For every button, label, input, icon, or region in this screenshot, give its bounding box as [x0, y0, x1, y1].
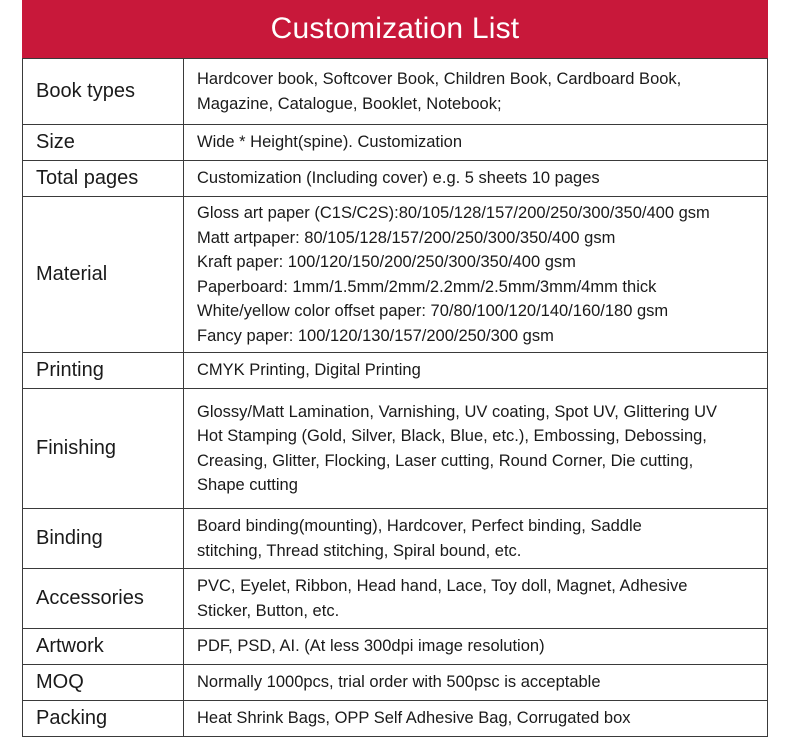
row-value-line: stitching, Thread stitching, Spiral bound, etc. [197, 541, 522, 560]
table-row [23, 161, 768, 197]
page-title [22, 0, 768, 58]
table-row [23, 569, 768, 629]
row-value-line: White/yellow color offset paper: 70/80/100/120/140/160/180 gsm [197, 302, 669, 320]
row-value [184, 125, 768, 161]
row-value-line: Magazine, Catalogue, Booklet, Notebook; [197, 94, 502, 113]
table-row [23, 701, 768, 737]
row-value-line: Gloss art paper (C1S/C2S):80/105/128/157/200/250/300/350/400 gsm [197, 204, 710, 222]
table-row [23, 125, 768, 161]
row-value [184, 665, 768, 701]
row-value-line: CMYK Printing, Digital Printing [197, 361, 421, 380]
table-row [23, 197, 768, 353]
row-value-line: Matt artpaper: 80/105/128/157/200/250/300/350/400 gsm [197, 228, 616, 247]
row-value-line: Kraft paper: 100/120/150/200/250/300/350/400 gsm [197, 253, 576, 271]
table-row [23, 665, 768, 701]
customization-table-body [23, 59, 768, 737]
row-label: Printing [23, 353, 184, 389]
row-label: Material [23, 197, 184, 353]
row-value [184, 197, 768, 353]
row-value-line: Fancy paper: 100/120/130/157/200/250/300 gsm [197, 326, 554, 345]
row-value [184, 353, 768, 389]
row-value [184, 701, 768, 737]
row-value-line: Heat Shrink Bags, OPP Self Adhesive Bag, Corrugated box [197, 709, 631, 728]
row-value-line: PVC, Eyelet, Ribbon, Head hand, Lace, Toy doll, Magnet, Adhesive [197, 577, 688, 595]
row-label: Packing [23, 701, 184, 737]
row-value-line: Board binding(mounting), Hardcover, Perfect binding, Saddle [197, 517, 642, 535]
row-value [184, 569, 768, 629]
row-value-line: Customization (Including cover) e.g. 5 sheets 10 pages [197, 169, 600, 188]
row-label: MOQ [23, 665, 184, 701]
row-label: Binding [23, 509, 184, 569]
row-label: Book types [23, 59, 184, 125]
table-row [23, 509, 768, 569]
customization-table [22, 58, 768, 737]
row-value-line: Hardcover book, Softcover Book, Children Book, Cardboard Book, [197, 70, 682, 88]
row-value [184, 509, 768, 569]
row-value-line: Normally 1000pcs, trial order with 500psc is acceptable [197, 673, 601, 692]
row-value-line: PDF, PSD, AI. (At less 300dpi image resolution) [197, 637, 545, 656]
row-value [184, 59, 768, 125]
row-value [184, 629, 768, 665]
row-value-line: Hot Stamping (Gold, Silver, Black, Blue, etc.), Embossing, Debossing, [197, 427, 707, 445]
row-label: Accessories [23, 569, 184, 629]
row-value-line: Creasing, Glitter, Flocking, Laser cutting, Round Corner, Die cutting, [197, 451, 694, 470]
row-label: Artwork [23, 629, 184, 665]
table-row [23, 389, 768, 509]
row-label: Size [23, 125, 184, 161]
table-row [23, 59, 768, 125]
row-value-line: Shape cutting [197, 476, 298, 494]
row-label: Total pages [23, 161, 184, 197]
row-value [184, 161, 768, 197]
table-row [23, 353, 768, 389]
page-title-text: Customization List [270, 12, 520, 45]
row-value-line: Paperboard: 1mm/1.5mm/2mm/2.2mm/2.5mm/3mm/4mm thick [197, 277, 657, 296]
row-value-line: Sticker, Button, etc. [197, 601, 340, 620]
row-value-line: Glossy/Matt Lamination, Varnishing, UV coating, Spot UV, Glittering UV [197, 402, 717, 421]
row-value-line: Wide * Height(spine). Customization [197, 133, 463, 152]
row-value [184, 389, 768, 509]
row-label: Finishing [23, 389, 184, 509]
table-row [23, 629, 768, 665]
